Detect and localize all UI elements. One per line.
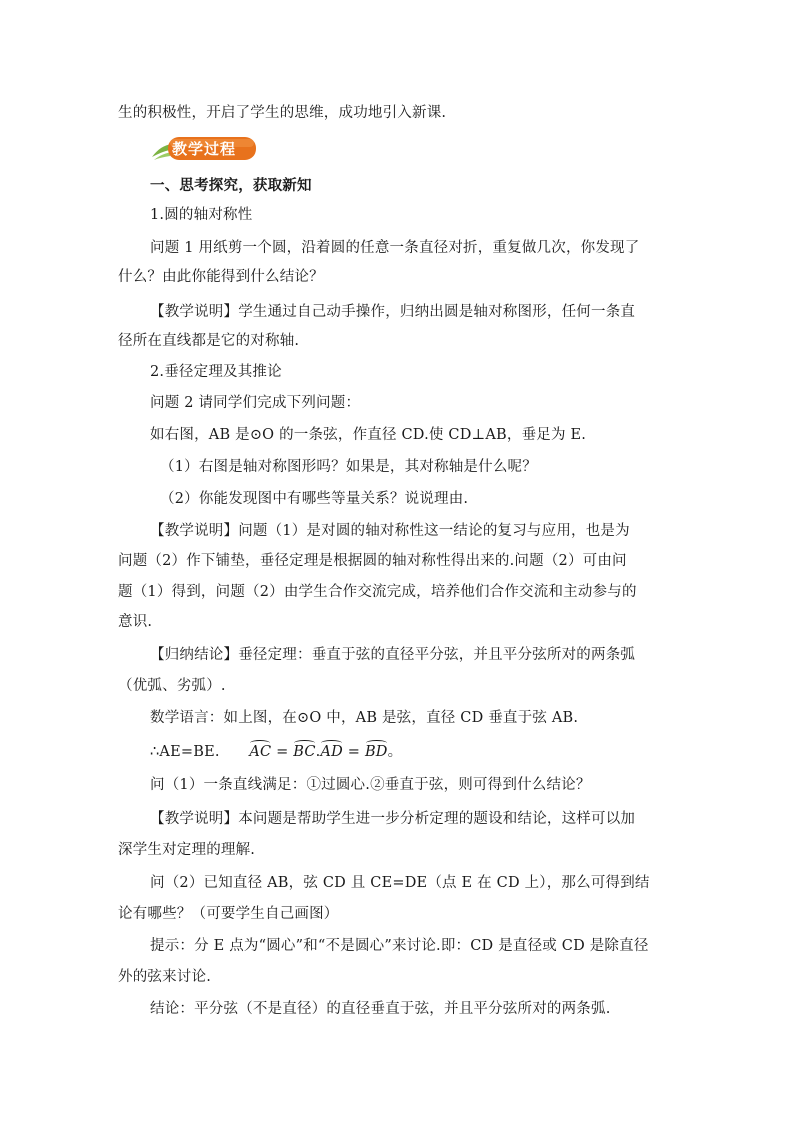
arc-ac: AC [249, 744, 272, 760]
formula-prefix: ∴AE=BE. [150, 744, 220, 760]
paragraph-line: 如右图，AB 是⊙O 的一条弦，作直径 CD.使 CD⊥AB，垂足为 E. [150, 427, 587, 443]
subsection-title: 2.垂径定理及其推论 [150, 364, 282, 380]
paragraph-line: （优弧、劣弧）. [118, 678, 226, 694]
arc-ad: AD [320, 744, 343, 760]
formula-separator: . [315, 744, 321, 760]
paragraph-line: （2）你能发现图中有哪些等量关系？说说理由. [160, 491, 469, 507]
formula-equals: = [342, 744, 365, 760]
question-condition-1: 过圆心. [321, 777, 371, 793]
paragraph-line: 数学语言：如上图，在⊙O 中，AB 是弦，直径 CD 垂直于弦 AB. [150, 710, 579, 726]
question-line [150, 775, 591, 795]
circled-two: ② [370, 777, 385, 793]
subsection-title: 1.圆的轴对称性 [150, 207, 253, 223]
section-banner [150, 135, 262, 163]
paragraph-line: 什么？由此你能得到什么结论？ [118, 269, 324, 285]
formula-end: 。 [387, 744, 403, 760]
paragraph-line: 生的积极性，开启了学生的思维，成功地引入新课. [118, 105, 447, 121]
arc-bc: BC [293, 744, 316, 760]
paragraph-line: 题（1）得到，问题（2）由学生合作交流完成，培养他们合作交流和主动参与的 [118, 584, 637, 600]
paragraph-line: 【教学说明】本问题是帮助学生进一步分析定理的题设和结论，这样可以加 [150, 811, 636, 827]
paragraph-line: 提示：分 E 点为“圆心”和“不是圆心”来讨论.即：CD 是直径或 CD 是除直径 [150, 938, 649, 954]
paragraph-line: 问题 2 请同学们完成下列问题： [150, 395, 361, 411]
arc-bd: BD [364, 744, 388, 760]
paragraph-line: 问题（2）作下铺垫，垂径定理是根据圆的轴对称性得出来的.问题（2）可由问 [118, 553, 627, 569]
paragraph-line: 径所在直线都是它的对称轴. [118, 333, 300, 349]
paragraph-line: （1）右图是轴对称图形吗？如果是，其对称轴是什么呢？ [160, 459, 537, 475]
question-condition-2: 垂直于弦，则可得到什么结论？ [384, 777, 591, 793]
formula-line [150, 742, 402, 762]
banner-label: 教学过程 [172, 140, 237, 158]
paragraph-line: 论有哪些？（可要学生自己画图） [118, 906, 339, 922]
question-prefix: 问（1）一条直线满足： [150, 777, 307, 793]
paragraph-line: 【教学说明】学生通过自己动手操作，归纳出圆是轴对称图形，任何一条直 [150, 304, 636, 320]
paragraph-line: 外的弦来讨论. [118, 969, 212, 985]
paragraph-line: 【归纳结论】垂径定理：垂直于弦的直径平分弦，并且平分弦所对的两条弧 [150, 647, 636, 663]
paragraph-line: 【教学说明】问题（1）是对圆的轴对称性这一结论的复习与应用，也是为 [150, 523, 630, 539]
paragraph-line: 意识. [118, 614, 153, 630]
circled-one: ① [306, 777, 322, 793]
section-heading: 一、思考探究，获取新知 [150, 177, 312, 194]
paragraph-line: 结论：平分弦（不是直径）的直径垂直于弦，并且平分弦所对的两条弧. [150, 1001, 611, 1017]
paragraph-line: 深学生对定理的理解. [118, 842, 256, 858]
paragraph-line: 问（2）已知直径 AB，弦 CD 且 CE=DE（点 E 在 CD 上），那么可得到结 [150, 875, 650, 891]
formula-equals: = [271, 744, 294, 760]
paragraph-line: 问题 1 用纸剪一个圆，沿着圆的任意一条直径对折，重复做几次，你发现了 [150, 240, 640, 256]
